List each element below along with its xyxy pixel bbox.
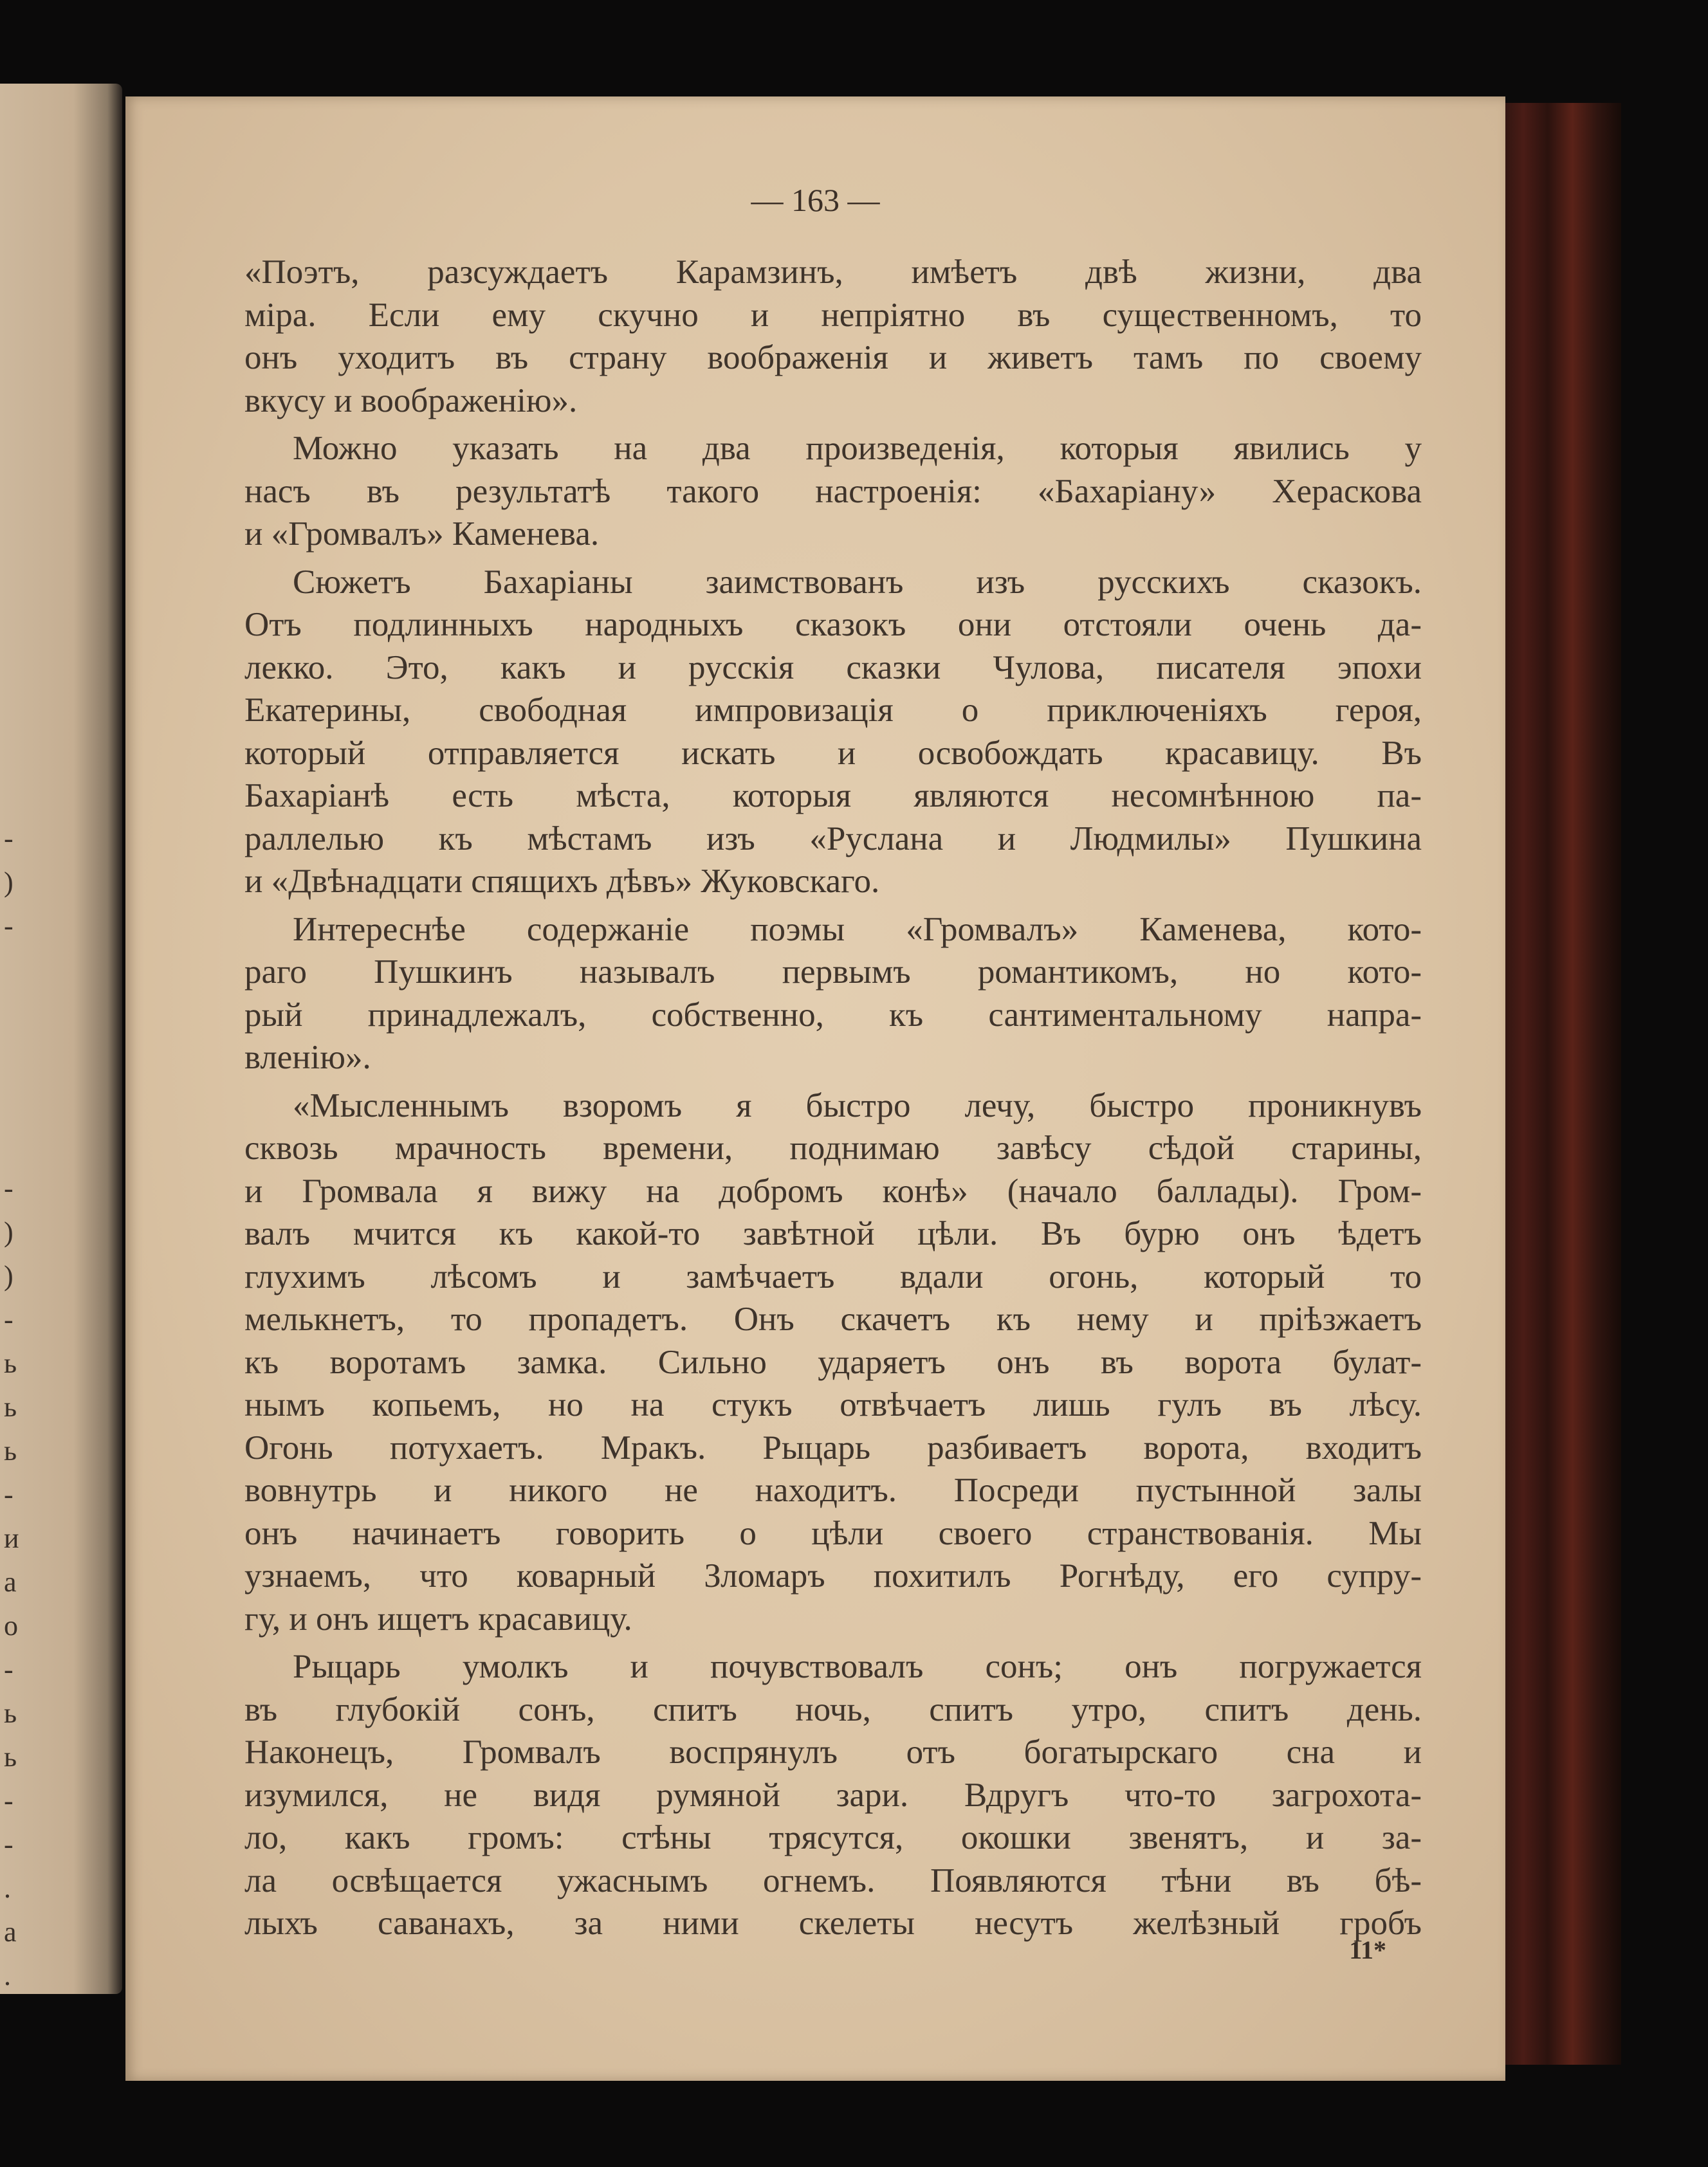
text-line: насъ въ результатѣ такого настроенія: «Бахаріану» Хераскова: [244, 472, 1422, 510]
left-page-mark: [4, 1123, 23, 1167]
text-line: и «Двѣнадцати спящихъ дѣвъ» Жуковскаго.: [244, 863, 880, 900]
left-page-mark: о: [4, 1610, 18, 1641]
text-line: раллелью къ мѣстамъ изъ «Руслана и Людмилы» Пушкина: [244, 819, 1422, 857]
text-line: Отъ подлинныхъ народныхъ сказокъ они отстояли очень да-: [244, 606, 1422, 643]
left-page-mark: и: [4, 1522, 19, 1554]
text-line: міра. Если ему скучно и непріятно въ существенномъ, то: [244, 296, 1422, 334]
left-page-mark: -: [4, 1654, 14, 1685]
text-line: изумился, не видя румяной зари. Вдругъ что-то загрохота-: [244, 1776, 1422, 1814]
page-number: — 163 —: [751, 182, 880, 218]
text-line: Бахаріанѣ есть мѣста, которыя являются несомнѣнною па-: [244, 777, 1422, 814]
left-page-mark: [4, 948, 23, 992]
text-line: онъ уходитъ въ страну воображенія и живетъ тамъ по своему: [244, 339, 1422, 376]
paragraph: [244, 251, 1422, 422]
text-line: «Поэтъ, разсуждаетъ Карамзинъ, имѣетъ двѣ жизни, два: [244, 253, 1422, 291]
paragraph: [244, 1084, 1422, 1641]
text-line: вленію».: [244, 1039, 371, 1076]
text-line: рый принадлежалъ, собственно, къ сантиментальному напра-: [244, 996, 1422, 1034]
previous-page-line-endings: [4, 817, 23, 1998]
left-page-mark: ь: [4, 1391, 17, 1423]
text-line: мелькнетъ, то пропадетъ. Онъ скачетъ къ нему и пріѣзжаетъ: [244, 1301, 1422, 1338]
left-page-mark: -: [4, 1304, 14, 1335]
left-page-mark: ь: [4, 1697, 17, 1729]
text-line: вовнутрь и никого не находитъ. Посреди пустынной залы: [244, 1472, 1422, 1509]
left-page-mark: -: [4, 1479, 14, 1510]
left-page-mark: -: [4, 1785, 14, 1816]
left-page-mark: -: [4, 1829, 14, 1860]
left-page-mark: ): [4, 1216, 14, 1248]
text-line: и Громвала я вижу на добромъ конѣ» (начало баллады). Гром-: [244, 1172, 1422, 1210]
paragraph: [244, 908, 1422, 1079]
printer-signature: 11*: [1349, 1935, 1386, 1964]
text-line: раго Пушкинъ называлъ первымъ романтикомъ, но кото-: [244, 953, 1422, 991]
previous-page-edge: [0, 84, 122, 1994]
paragraph: [244, 1645, 1422, 1945]
text-line: Интереснѣе содержаніе поэмы «Громвалъ» Каменева, кото-: [293, 910, 1422, 948]
text-line: лекко. Это, какъ и русскія сказки Чулова, писателя эпохи: [244, 648, 1422, 686]
left-page-mark: ь: [4, 1741, 17, 1773]
text-line: Наконецъ, Громвалъ воспрянулъ отъ богатырскаго сна и: [244, 1733, 1422, 1771]
left-page-mark: ): [4, 1260, 14, 1292]
left-page-mark: ): [4, 866, 14, 898]
page-text: [244, 251, 1422, 1945]
text-line: и «Громвалъ» Каменева.: [244, 515, 600, 553]
text-line: гу, и онъ ищетъ красавицу.: [244, 1600, 632, 1638]
text-line: Сюжетъ Бахаріаны заимствованъ изъ русскихъ сказокъ.: [293, 563, 1422, 601]
text-line: который отправляется искать и освобождать красавицу. Въ: [244, 734, 1422, 772]
paragraph: [244, 561, 1422, 903]
left-page-mark: [4, 992, 23, 1036]
left-page-mark: а: [4, 1916, 17, 1948]
text-line: ло, какъ громъ: стѣны трясутся, окошки звенятъ, и за-: [244, 1819, 1422, 1856]
text-line: узнаемъ, что коварный Зломаръ похитилъ Рогнѣду, его супру-: [244, 1557, 1422, 1595]
left-page-mark: .: [4, 1872, 11, 1904]
left-page-mark: -: [4, 910, 14, 942]
left-page-mark: а: [4, 1566, 17, 1598]
text-line: «Мысленнымъ взоромъ я быстро лечу, быстро проникнувъ: [293, 1086, 1422, 1124]
text-line: Можно указать на два произведенія, которыя явились у: [293, 430, 1422, 467]
text-line: Екатерины, свободная импровизація о приключеніяхъ героя,: [244, 691, 1422, 729]
text-line: сквозь мрачность времени, поднимаю завѣсу сѣдой старины,: [244, 1129, 1422, 1167]
text-line: въ глубокій сонъ, спитъ ночь, спитъ утро, спитъ день.: [244, 1690, 1422, 1728]
left-page-mark: -: [4, 823, 14, 854]
text-line: Огонь потухаетъ. Мракъ. Рыцарь разбиваетъ ворота, входитъ: [244, 1429, 1422, 1467]
book-page: [125, 96, 1505, 2081]
text-line: Рыцарь умолкъ и почувствовалъ сонъ; онъ погружается: [293, 1648, 1422, 1685]
book-spine-edge: [1499, 103, 1621, 2065]
text-line: нымъ копьемъ, но на стукъ отвѣчаетъ лишь гулъ въ лѣсу.: [244, 1386, 1422, 1423]
left-page-mark: ь: [4, 1435, 17, 1467]
left-page-mark: [4, 1036, 23, 1079]
text-line: валъ мчится къ какой-то завѣтной цѣли. Въ бурю онъ ѣдетъ: [244, 1215, 1422, 1252]
left-page-mark: [4, 1079, 23, 1123]
text-line: къ воротамъ замка. Сильно ударяетъ онъ въ ворота булат-: [244, 1343, 1422, 1381]
text-line: ла освѣщается ужаснымъ огнемъ. Появляются тѣни въ бѣ-: [244, 1861, 1422, 1899]
text-line: вкусу и воображенію».: [244, 381, 578, 419]
paragraph: [244, 427, 1422, 556]
left-page-mark: ь: [4, 1348, 17, 1379]
text-line: онъ начинаетъ говорить о цѣли своего странствованія. Мы: [244, 1514, 1422, 1552]
text-line: лыхъ саванахъ, за ними скелеты несутъ желѣзный гробъ: [244, 1905, 1422, 1942]
left-page-mark: -: [4, 1173, 14, 1204]
text-line: глухимъ лѣсомъ и замѣчаетъ вдали огонь, который то: [244, 1257, 1422, 1295]
left-page-mark: .: [4, 1960, 11, 1991]
